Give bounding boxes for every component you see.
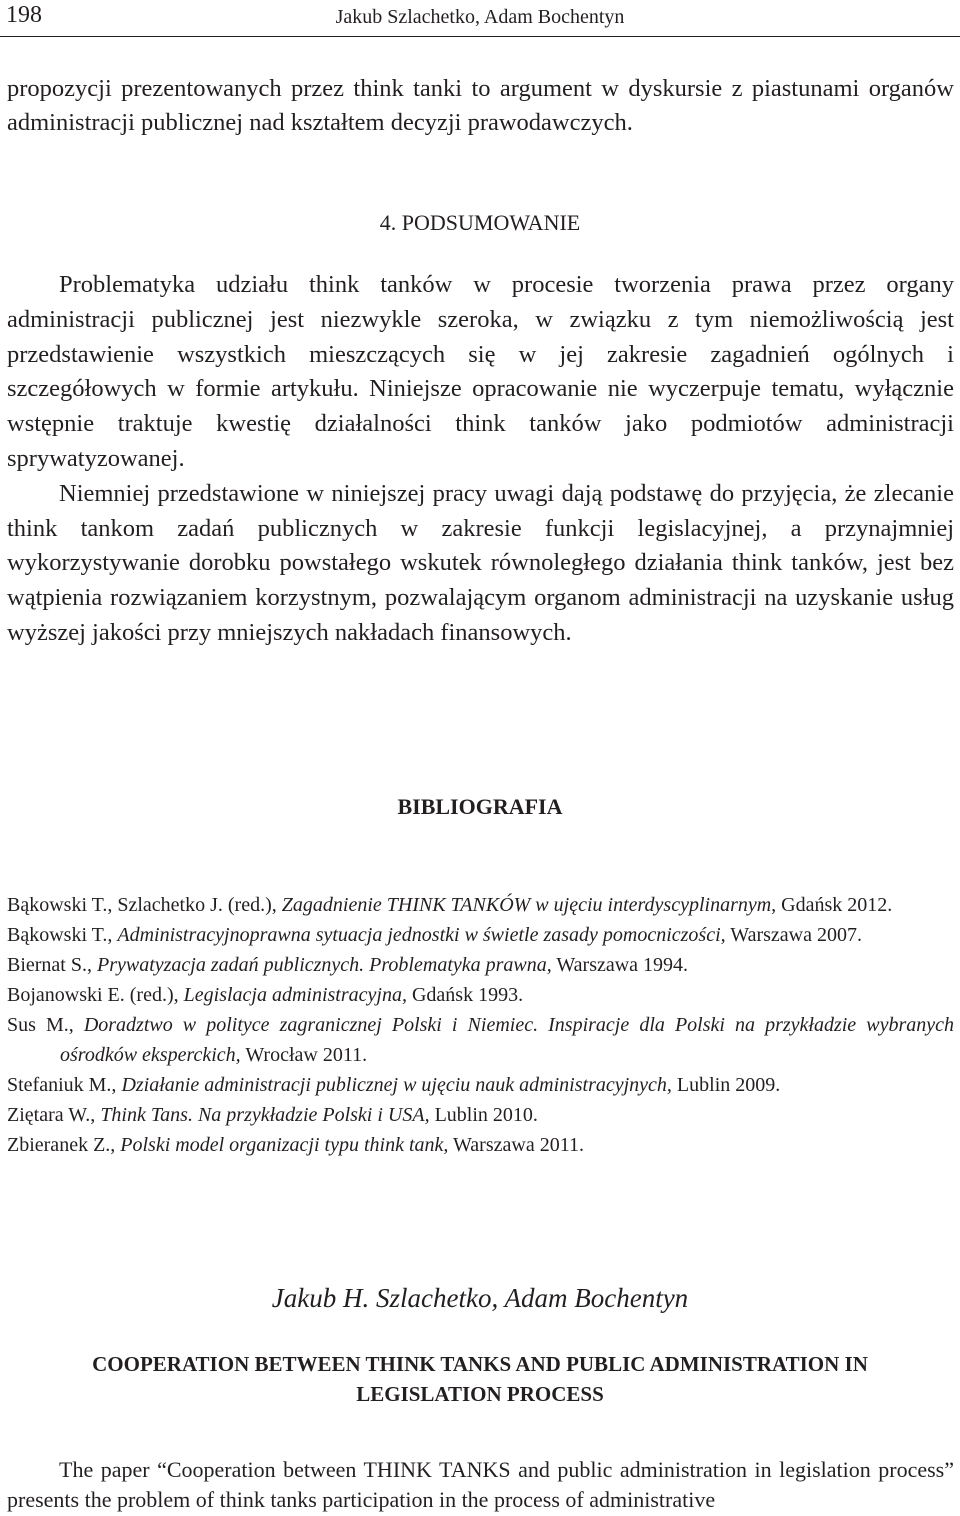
lead-paragraph-block	[7, 72, 954, 140]
entry-authors: Sus M.,	[7, 1014, 84, 1036]
bibliography-list	[7, 890, 954, 1160]
bibliography-entry	[7, 920, 954, 950]
section-body	[7, 268, 954, 651]
paragraph: Problematyka udziału think tanków w procesie tworzenia prawa przez organy administracji publicznej jest niezwykle szeroka, w związku z tym niemożliwością jest przedstawienie wszystkich mieszczących się w jej zakresie zagadnień ogólnych i szczegółowych w formie artykułu. Niniejsze opracowanie nie wyczerpuje tematu, wyłącznie wstępnie traktuje kwestię działalności think tanków jako podmiotów administracji sprywatyzowanej.	[7, 271, 954, 472]
summary-abstract: The paper “Cooperation between THINK TANKS and public administration in legislation process” presents the problem of think tanks participation in the process of administrative	[7, 1457, 954, 1512]
entry-authors: Biernat S.,	[7, 954, 97, 976]
entry-title: Polski model organizacji typu think tank,	[120, 1134, 449, 1156]
entry-publication: Lublin 2010.	[429, 1104, 538, 1126]
entry-title: Legislacja administracyjna,	[183, 984, 407, 1006]
entry-publication: Gdańsk 2012.	[776, 894, 893, 916]
entry-authors: Ziętara W.,	[7, 1104, 101, 1126]
entry-publication: Gdańsk 1993.	[406, 984, 524, 1006]
bibliography-title: BIBLIOGRAFIA	[397, 794, 563, 819]
page-header	[0, 0, 960, 37]
entry-publication: Warszawa 2007.	[725, 924, 862, 946]
paragraph: Niemniej przedstawione w niniejszej pracy uwagi dają podstawę do przyjęcia, że zlecanie think tankom zadań publicznych w zakresie funkcji legislacyjnej, a przynajmniej wykorzystywanie dorobku powstałego wskutek równoległego działania think tanków, jest bez wątpienia rozwiązaniem korzystnym, pozwalającym organom administracji na uzyskanie usług wyższej jakości przy mniejszych nakładach finansowych.	[7, 479, 954, 646]
bibliography-entry	[7, 1130, 954, 1160]
entry-publication: Lublin 2009.	[671, 1074, 781, 1096]
entry-authors: Bąkowski T.,	[7, 924, 118, 946]
bibliography-entry	[7, 980, 954, 1010]
entry-publication: Warszawa 1994.	[551, 954, 689, 976]
entry-title: Prywatyzacja zadań publicznych. Problematyka prawna,	[97, 954, 552, 976]
bibliography-entry	[7, 1070, 954, 1100]
summary-authors: Jakub H. Szlachetko, Adam Bochentyn	[271, 1283, 689, 1313]
entry-authors: Bąkowski T., Szlachetko J. (red.),	[7, 894, 282, 916]
bibliography-entry	[7, 950, 954, 980]
lead-paragraph: propozycji prezentowanych przez think tanki to argument w dyskursie z piastunami organów administracji publicznej nad kształtem decyzji prawodawczych.	[7, 75, 954, 136]
entry-authors: Zbieranek Z.,	[7, 1134, 121, 1156]
bibliography-entry	[7, 1010, 954, 1070]
entry-publication: Warszawa 2011.	[448, 1134, 584, 1156]
page-number: 198	[6, 2, 42, 28]
bibliography-entry	[7, 890, 954, 920]
entry-title: Działanie administracji publicznej w ujęciu nauk administracyjnych,	[121, 1074, 672, 1096]
entry-title: Zagadnienie THINK TANKÓW w ujęciu interdyscyplinarnym,	[281, 894, 777, 916]
entry-authors: Stefaniuk M.,	[7, 1074, 122, 1096]
section-title: 4. PODSUMOWANIE	[379, 210, 581, 235]
entry-publication: Wrocław 2011.	[240, 1044, 368, 1066]
entry-title: Administracyjnoprawna sytuacja jednostki w świetle zasady pomocniczości,	[117, 924, 726, 946]
entry-title: Think Tans. Na przykładzie Polski i USA,	[100, 1104, 430, 1126]
summary-abstract-block	[7, 1455, 954, 1515]
entry-authors: Bojanowski E. (red.),	[7, 984, 184, 1006]
bibliography-entry	[7, 1100, 954, 1130]
summary-title: COOPERATION BETWEEN THINK TANKS AND PUBLIC ADMINISTRATION IN LEGISLATION PROCESS	[92, 1352, 868, 1406]
running-head: Jakub Szlachetko, Adam Bochentyn	[335, 6, 625, 28]
entry-title: Doradztwo w polityce zagranicznej Polski i Niemiec. Inspiracje dla Polski na przykładzie wybranych ośrodków eksperckich,	[60, 1014, 954, 1066]
